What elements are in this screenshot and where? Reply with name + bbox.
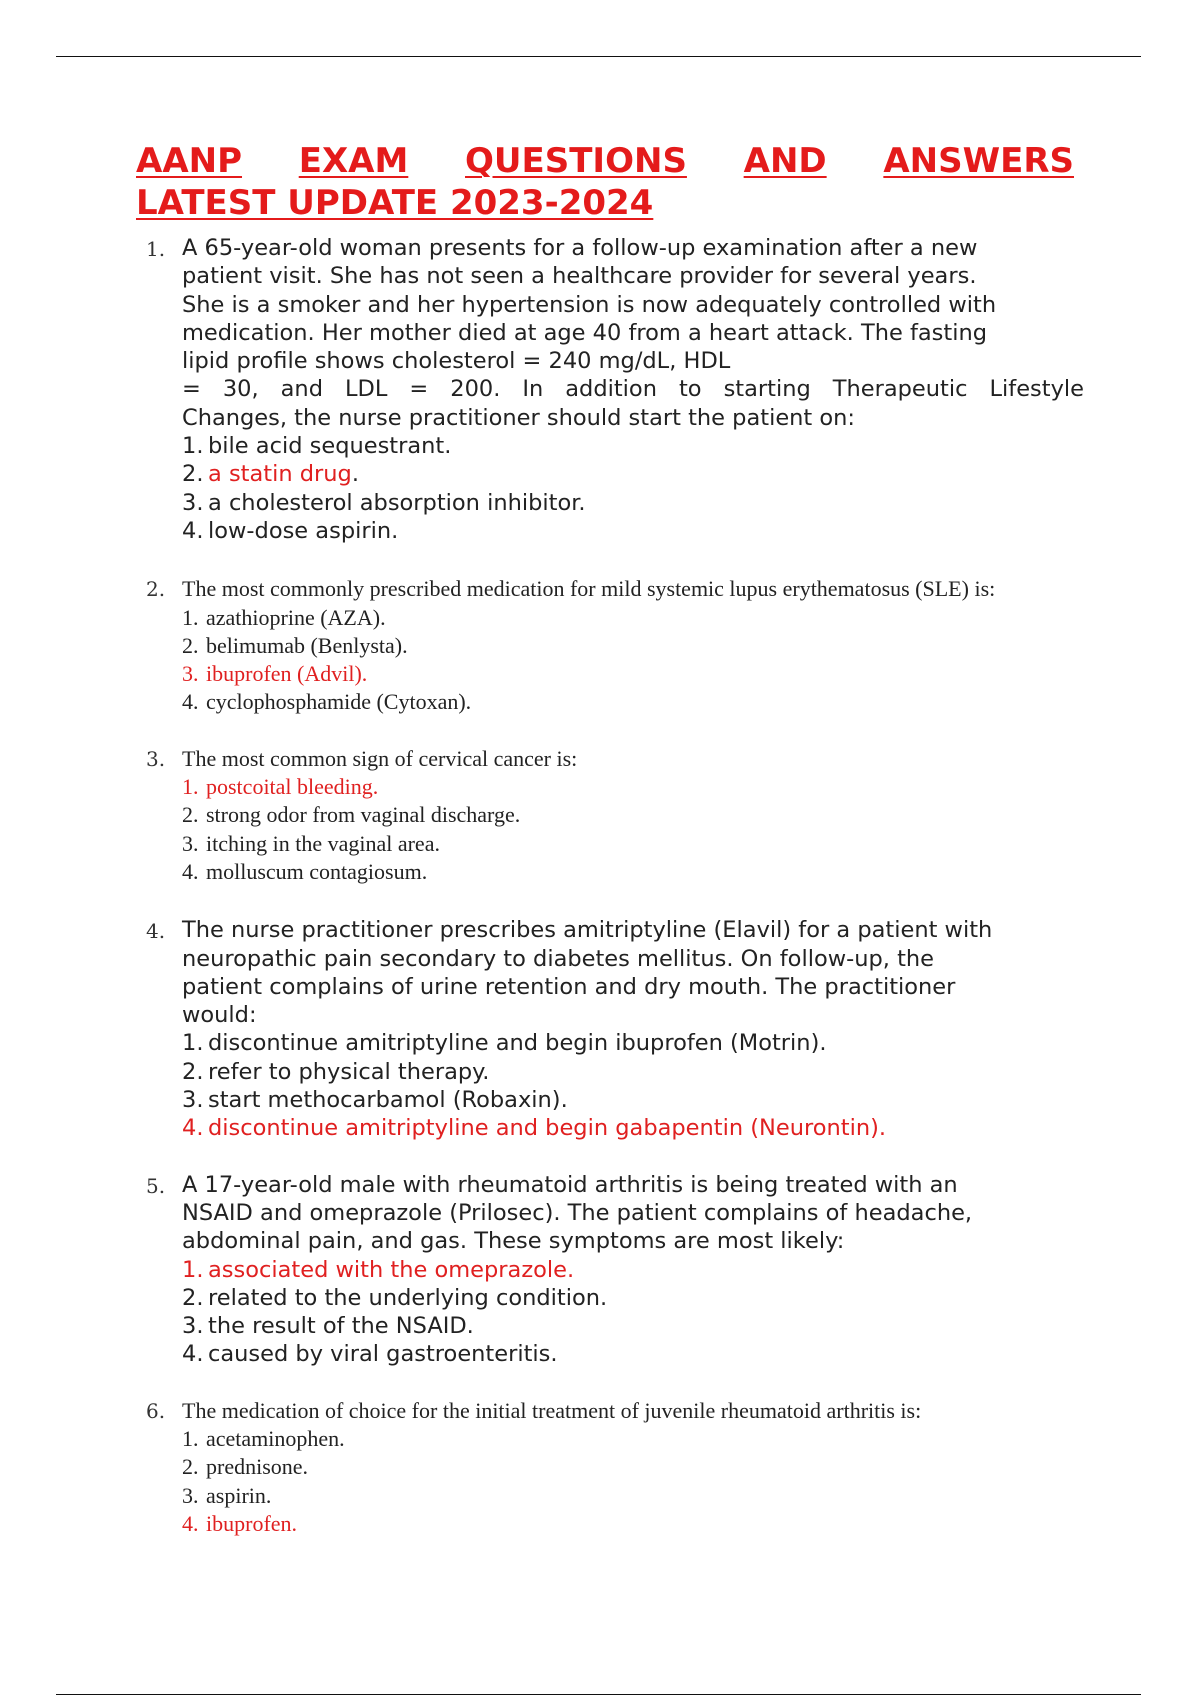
document-title <box>136 140 1084 224</box>
option-text: molluscum contagiosum. <box>206 858 428 884</box>
question-stem: The most common sign of cervical cancer is: <box>182 745 578 771</box>
question-number: 3. <box>146 746 166 771</box>
question-number: 6. <box>146 1398 166 1423</box>
stem-line: would: <box>182 1002 257 1029</box>
answer-options <box>182 1256 1084 1369</box>
option-text: acetaminophen. <box>206 1425 345 1451</box>
question-1 <box>136 234 1084 545</box>
stem-line: neuropathic pain secondary to diabetes mellitus. On follow-up, the <box>182 945 935 972</box>
answer-options <box>182 432 1084 545</box>
answer-option <box>182 517 1084 545</box>
title-line-2: LATEST UPDATE 2023-2024 <box>136 183 654 223</box>
answer-option-correct <box>182 660 1084 688</box>
question-6 <box>136 1397 1084 1538</box>
option-number: 1. <box>182 604 199 630</box>
correct-answer-text: associated with the omeprazole. <box>208 1256 575 1283</box>
option-number: 3. <box>182 1482 199 1508</box>
answer-options <box>182 1425 1084 1538</box>
option-number: 2. <box>182 802 199 828</box>
option-text: related to the underlying condition. <box>208 1284 608 1311</box>
option-text: refer to physical therapy. <box>208 1058 490 1085</box>
question-stem: The medication of choice for the initial treatment of juvenile rheumatoid arthritis is: <box>182 1397 922 1423</box>
question-2 <box>136 575 1084 716</box>
answer-option <box>182 688 1084 716</box>
option-number: 3. <box>182 489 204 516</box>
answer-option <box>182 489 1084 517</box>
correct-answer-text: postcoital bleeding. <box>206 774 379 800</box>
answer-option <box>182 432 1084 460</box>
question-stem <box>182 916 1084 1029</box>
option-text: aspirin. <box>206 1482 272 1508</box>
answer-options <box>182 773 1084 886</box>
option-number: 3. <box>182 1313 204 1340</box>
option-text: azathioprine (AZA). <box>206 604 386 630</box>
option-number: 3. <box>182 661 199 687</box>
stem-line: She is a smoker and her hypertension is now adequately controlled with <box>182 291 997 318</box>
option-text: start methocarbamol (Robaxin). <box>208 1087 568 1114</box>
question-stem <box>182 1171 1084 1256</box>
stem-line: A 65-year-old woman presents for a follow-up examination after a new <box>182 235 978 261</box>
answer-option <box>182 1312 1084 1340</box>
correct-answer-text: ibuprofen (Advil). <box>206 661 368 687</box>
title-word: ANSWERS <box>883 141 1074 181</box>
option-suffix: . <box>351 461 359 488</box>
option-number: 1. <box>182 433 204 460</box>
answer-option <box>182 604 1084 632</box>
option-number: 2. <box>182 1454 199 1480</box>
option-number: 3. <box>182 1087 204 1114</box>
stem-line: A 17-year-old male with rheumatoid arthritis is being treated with an <box>182 1171 958 1198</box>
stem-line: patient visit. She has not seen a healthcare provider for several years. <box>182 263 977 290</box>
question-number: 4. <box>146 919 166 944</box>
stem-line: patient complains of urine retention and dry mouth. The practitioner <box>182 973 956 1000</box>
question-4 <box>136 916 1084 1142</box>
answer-option <box>182 801 1084 829</box>
option-text: discontinue amitriptyline and begin ibuprofen (Motrin). <box>208 1030 827 1057</box>
option-text: itching in the vaginal area. <box>206 830 440 856</box>
answer-options <box>182 1029 1084 1142</box>
correct-answer-text: a statin drug <box>208 461 352 488</box>
answer-options <box>182 604 1084 717</box>
question-list <box>136 234 1084 1538</box>
answer-option-correct <box>182 1256 1084 1284</box>
question-3 <box>136 745 1084 886</box>
answer-option <box>182 1029 1084 1057</box>
option-number: 2. <box>182 632 199 658</box>
stem-line: lipid profile shows cholesterol = 240 mg/dL, HDL <box>182 348 731 375</box>
answer-option-correct <box>182 460 1084 488</box>
footer-rule <box>56 1694 1141 1695</box>
option-text: caused by viral gastroenteritis. <box>208 1341 558 1368</box>
stem-line: Changes, the nurse practitioner should start the patient on: <box>182 404 856 431</box>
title-line-1 <box>136 140 1074 182</box>
answer-option <box>182 1284 1084 1312</box>
title-word: AND <box>743 141 827 181</box>
option-number: 2. <box>182 1058 204 1085</box>
answer-option-correct <box>182 773 1084 801</box>
answer-option <box>182 1425 1084 1453</box>
option-text: strong odor from vaginal discharge. <box>206 802 521 828</box>
question-stem: The most commonly prescribed medication for mild systemic lupus erythematosus (SLE) is: <box>182 576 996 602</box>
option-text: the result of the NSAID. <box>208 1313 474 1340</box>
option-number: 4. <box>182 1341 204 1368</box>
option-text: bile acid sequestrant. <box>208 433 452 460</box>
option-number: 2. <box>182 461 204 488</box>
option-text: cyclophosphamide (Cytoxan). <box>206 689 472 715</box>
title-word: QUESTIONS <box>465 141 687 181</box>
option-number: 1. <box>182 1425 199 1451</box>
option-number: 4. <box>182 1510 199 1536</box>
answer-option <box>182 1058 1084 1086</box>
option-text: prednisone. <box>206 1454 309 1480</box>
title-word: AANP <box>136 141 243 181</box>
question-stem <box>182 234 1084 432</box>
question-number: 1. <box>146 237 166 261</box>
stem-line: NSAID and omeprazole (Prilosec). The patient complains of headache, <box>182 1199 973 1226</box>
answer-option-correct <box>182 1510 1084 1538</box>
question-number: 2. <box>146 577 166 602</box>
option-number: 3. <box>182 830 199 856</box>
option-text: belimumab (Benlysta). <box>206 632 408 658</box>
option-number: 1. <box>182 1030 204 1057</box>
option-number: 1. <box>182 774 199 800</box>
option-number: 4. <box>182 689 199 715</box>
question-number: 5. <box>146 1173 166 1198</box>
stem-line: medication. Her mother died at age 40 from a heart attack. The fasting <box>182 319 987 346</box>
answer-option <box>182 858 1084 886</box>
option-number: 4. <box>182 858 199 884</box>
answer-option <box>182 1340 1084 1368</box>
answer-option <box>182 830 1084 858</box>
option-text: a cholesterol absorption inhibitor. <box>208 489 586 516</box>
correct-answer-text: discontinue amitriptyline and begin gabapentin (Neurontin). <box>208 1115 887 1142</box>
stem-line: = 30, and LDL = 200. In addition to starting Therapeutic Lifestyle <box>182 376 1084 403</box>
option-number: 4. <box>182 1115 204 1142</box>
answer-option <box>182 632 1084 660</box>
answer-option-correct <box>182 1114 1084 1142</box>
header-rule <box>56 56 1141 57</box>
option-number: 4. <box>182 517 204 544</box>
correct-answer-text: ibuprofen. <box>206 1510 298 1536</box>
stem-line: The nurse practitioner prescribes amitriptyline (Elavil) for a patient with <box>182 917 993 944</box>
option-number: 2. <box>182 1284 204 1311</box>
answer-option <box>182 1482 1084 1510</box>
question-5 <box>136 1171 1084 1369</box>
option-number: 1. <box>182 1256 204 1283</box>
answer-option <box>182 1086 1084 1114</box>
answer-option <box>182 1453 1084 1481</box>
document-body <box>136 140 1084 1538</box>
stem-line: abdominal pain, and gas. These symptoms are most likely: <box>182 1228 845 1255</box>
title-word: EXAM <box>298 141 409 181</box>
option-text: low-dose aspirin. <box>208 517 399 544</box>
